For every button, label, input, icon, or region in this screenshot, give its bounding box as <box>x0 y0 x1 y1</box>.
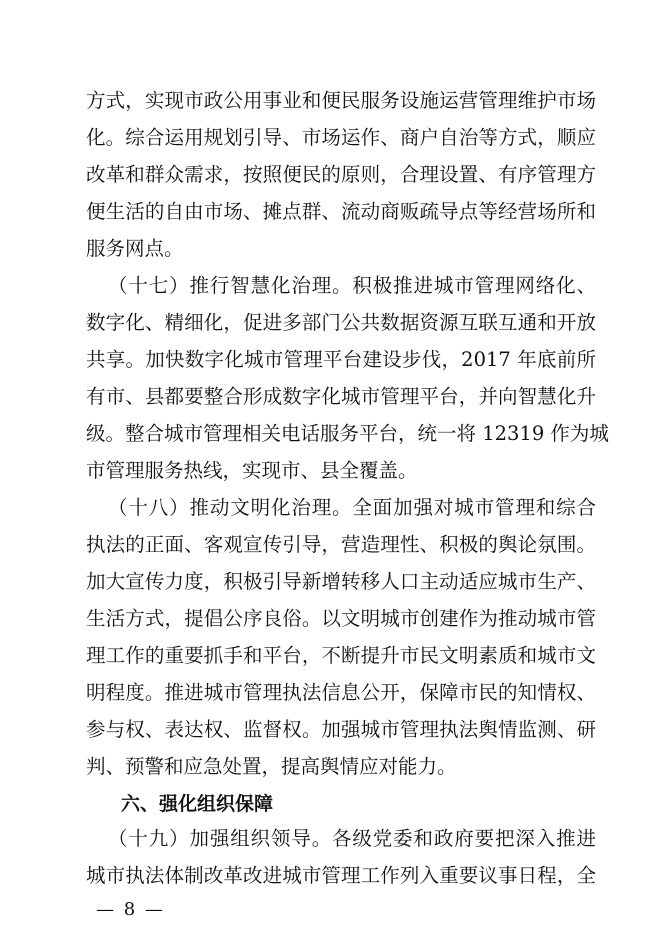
body-text-line: 化。综合运用规划引导、市场运作、商户自治等方式，顺应 <box>86 126 596 149</box>
body-text-line: 参与权、表达权、监督权。加强城市管理执法舆情监测、研 <box>86 718 596 741</box>
body-text-line: 判、预警和应急处置，提高舆情应对能力。 <box>86 755 457 778</box>
body-text-line: 方式，实现市政公用事业和便民服务设施运营管理维护市场 <box>86 89 596 112</box>
section-19-line: （十九）加强组织领导。各级党委和政府要把深入推进 <box>108 827 596 850</box>
body-text-line: 数字化、精细化，促进多部门公共数据资源互联互通和开放 <box>86 311 596 334</box>
body-text-line: 服务网点。 <box>86 237 184 260</box>
body-text-line: 理工作的重要抓手和平台，不断提升市民文明素质和城市文 <box>86 644 596 667</box>
page-number: — 8 — <box>96 899 165 920</box>
body-text-line: 明程度。推进城市管理执法信息公开，保障市民的知情权、 <box>86 681 596 704</box>
body-text-line: 加大宣传力度，积极引导新增转移人口主动适应城市生产、 <box>86 570 596 593</box>
section-18-line: （十八）推动文明化治理。全面加强对城市管理和综合 <box>108 496 596 519</box>
section-heading-organization: 六、强化组织保障 <box>121 793 274 815</box>
body-text-line: 生活方式，提倡公序良俗。以文明城市创建作为推动城市管 <box>86 607 596 630</box>
body-text-line: 有市、县都要整合形成数字化城市管理平台，并向智慧化升 <box>86 385 596 408</box>
body-text-line: 便生活的自由市场、摊点群、流动商贩疏导点等经营场所和 <box>86 200 596 223</box>
body-text-line: 改革和群众需求，按照便民的原则，合理设置、有序管理方 <box>86 163 596 186</box>
body-text-line: 执法的正面、客观宣传引导，营造理性、积极的舆论氛围。 <box>86 533 596 556</box>
body-text-line: 市管理服务热线，实现市、县全覆盖。 <box>86 459 418 482</box>
body-text-line: 共享。加快数字化城市管理平台建设步伐，2017 年底前所 <box>86 348 596 371</box>
section-17-line: （十七）推行智慧化治理。积极推进城市管理网络化、 <box>108 274 596 297</box>
body-text-line: 城市执法体制改革改进城市管理工作列入重要议事日程，全 <box>86 864 596 887</box>
body-text-line: 级。整合城市管理相关电话服务平台，统一将 12319 作为城 <box>86 422 609 445</box>
